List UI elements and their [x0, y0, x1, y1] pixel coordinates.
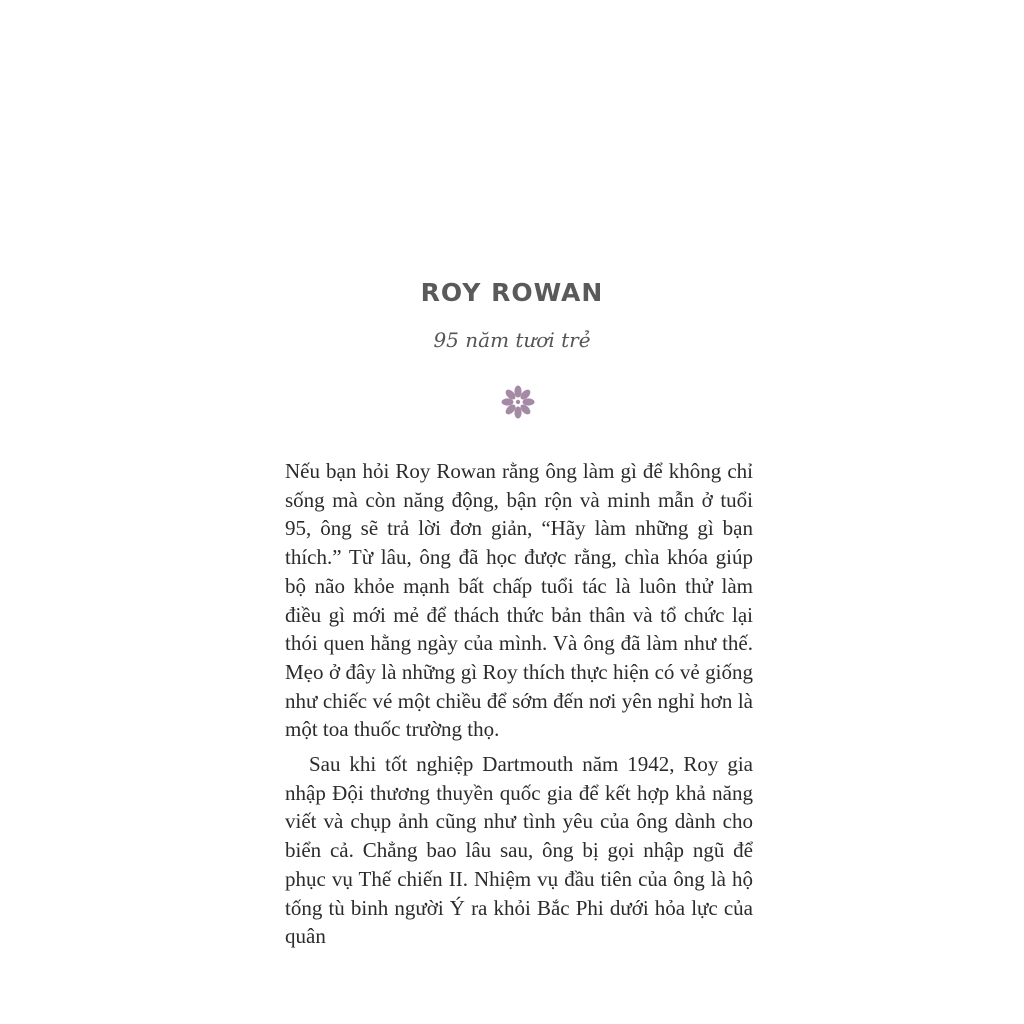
paragraph-1: Nếu bạn hỏi Roy Rowan rằng ông làm gì để không chỉ sống mà còn năng động, bận rộn và minh mẫn ở tuổi 95, ông sẽ trả lời đơn giản, “Hãy làm những gì bạn thích.” Từ lâu, ông đã học được rằng, chìa khóa giúp bộ não khỏe mạnh bất chấp tuổi tác là luôn thử làm điều gì mới mẻ để thách thức bản thân và tổ chức lại thói quen hằng ngày của mình. Và ông đã làm như thế. Mẹo ở đây là những gì Roy thích thực hiện có vẻ giống như chiếc vé một chiều để sớm đến nơi yên nghỉ hơn là một toa thuốc trường thọ.	[285, 459, 753, 742]
chapter-subtitle: 95 năm tươi trẻ	[433, 328, 591, 352]
body-text	[285, 457, 753, 951]
paragraph-2: Sau khi tốt nghiệp Dartmouth năm 1942, Roy gia nhập Đội thương thuyền quốc gia để kết hợp khả năng viết và chụp ảnh cũng như tình yêu của ông dành cho biển cả. Chẳng bao lâu sau, ông bị gọi nhập ngũ để phục vụ Thế chiến II. Nhiệm vụ đầu tiên của ông là hộ tống tù binh người Ý ra khỏi Bắc Phi dưới hỏa lực của quân	[285, 752, 753, 949]
flower-ornament-icon	[500, 384, 536, 420]
chapter-title: ROY ROWAN	[420, 278, 604, 307]
